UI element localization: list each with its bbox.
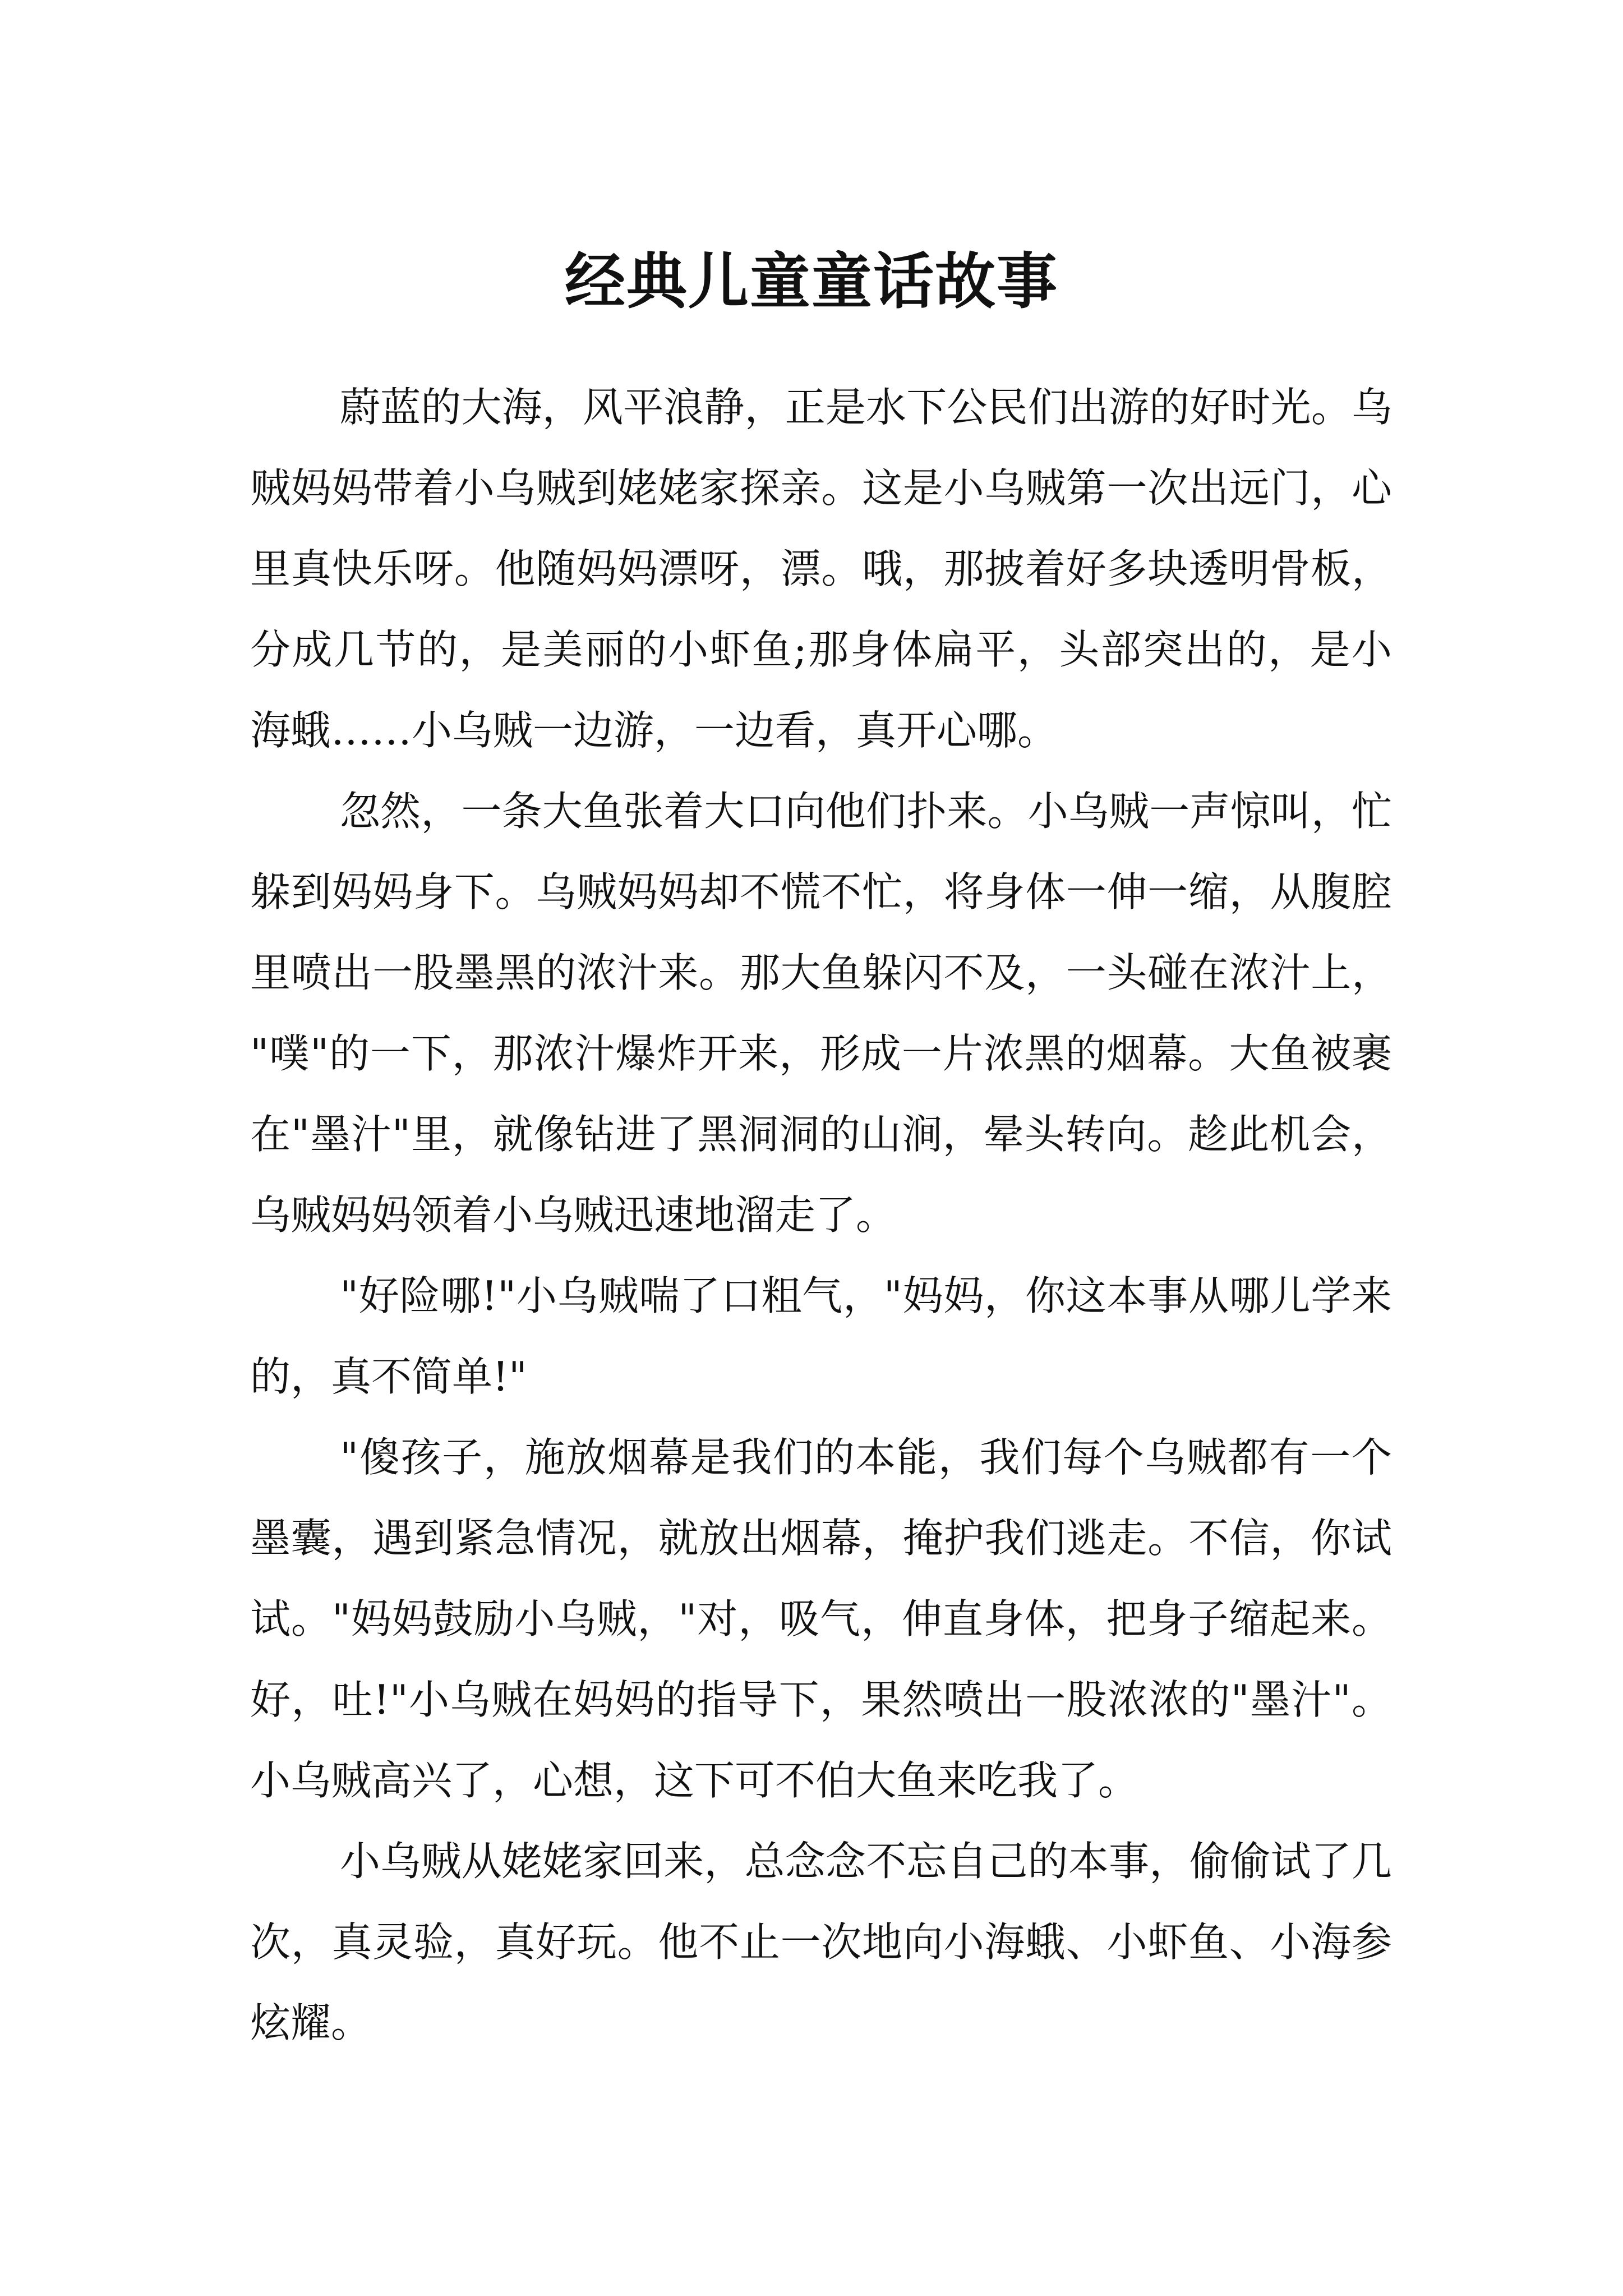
- story-paragraph: 小乌贼从姥姥家回来，总念念不忘自己的本事，偷偷试了几次，真灵验，真好玩。他不止一次地向小海蛾、小虾鱼、小海参炫耀。: [250, 1838, 1392, 2046]
- story-body: [250, 367, 1392, 2063]
- story-paragraph: 忽然，一条大鱼张着大口向他们扑来。小乌贼一声惊叫，忙躲到妈妈身下。乌贼妈妈却不慌不忙，将身体一伸一缩，从腹腔里喷出一股墨黑的浓汁来。那大鱼躲闪不及，一头碰在浓汁上，"噗"的一下，那浓汁爆炸开来，形成一片浓黑的烟幕。大鱼被裹在"墨汁"里，就像钻进了黑洞洞的山涧，晕头转向。趁此机会，乌贼妈妈领着小乌贼迅速地溜走了。: [250, 788, 1392, 1239]
- story-paragraph: "傻孩子，施放烟幕是我们的本能，我们每个乌贼都有一个墨囊，遇到紧急情况，就放出烟幕，掩护我们逃走。不信，你试试。"妈妈鼓励小乌贼，"对，吸气，伸直身体，把身子缩起来。好，吐!"小乌贼在妈妈的指导下，果然喷出一股浓浓的"墨汁"。小乌贼高兴了，心想，这下可不伯大鱼来吃我了。: [250, 1434, 1392, 1804]
- document-title: 经典儿童童话故事: [564, 246, 1058, 318]
- story-paragraph: 蔚蓝的大海，风平浪静，正是水下公民们出游的好时光。乌贼妈妈带着小乌贼到姥姥家探亲。这是小乌贼第一次出远门，心里真快乐呀。他随妈妈漂呀，漂。哦，那披着好多块透明骨板，分成几节的，是美丽的小虾鱼;那身体扁平，头部突出的，是小海蛾……小乌贼一边游，一边看，真开心哪。: [250, 384, 1392, 754]
- story-paragraph: "好险哪!"小乌贼喘了口粗气，"妈妈，你这本事从哪儿学来的，真不简单!": [250, 1272, 1392, 1400]
